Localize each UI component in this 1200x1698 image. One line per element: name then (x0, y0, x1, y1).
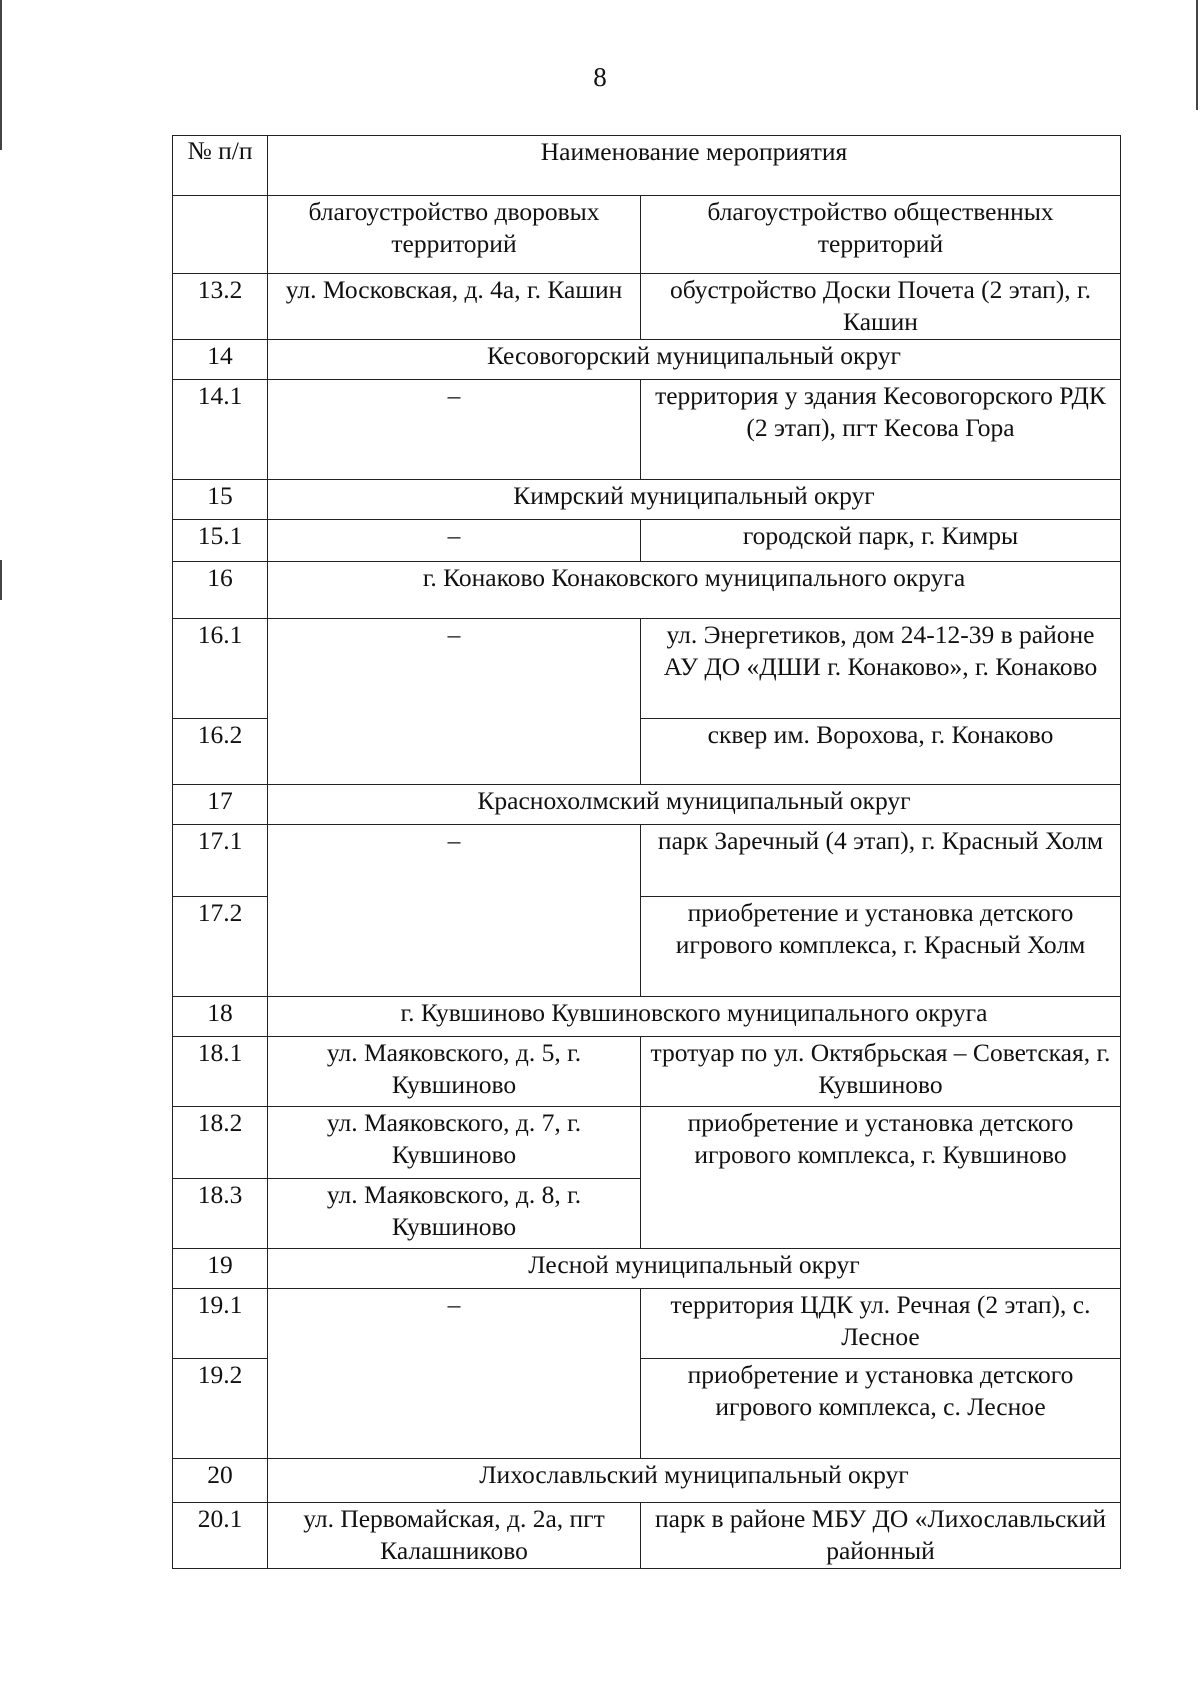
public-territory-cell: территория ЦДК ул. Речная (2 этап), с. Лесное (641, 1289, 1121, 1359)
public-territory-cell: сквер им. Ворохова, г. Конаково (641, 719, 1121, 785)
table-row (173, 619, 1121, 719)
group-number: 20 (173, 1459, 268, 1503)
group-name: г. Кувшиново Кувшиновского муниципального округа (268, 997, 1121, 1037)
group-row (173, 340, 1121, 380)
row-number: 19.1 (173, 1289, 268, 1359)
row-number: 18.2 (173, 1107, 268, 1179)
yard-territory-cell: – (268, 1289, 641, 1459)
yard-territory-cell: ул. Первомайская, д. 2а, пгт Калашниково (268, 1503, 641, 1569)
group-row (173, 997, 1121, 1037)
table-row (173, 1503, 1121, 1569)
group-row (173, 1459, 1121, 1503)
header-public-column: благоустройство общественных территорий (641, 196, 1121, 274)
yard-territory-cell: – (268, 825, 641, 997)
group-row (173, 562, 1121, 619)
table-row (173, 1107, 1121, 1179)
public-territory-cell: приобретение и установка детского игрового комплекса, г. Кувшиново (641, 1107, 1121, 1249)
group-number: 19 (173, 1249, 268, 1289)
public-territory-cell: территория у здания Кесовогорского РДК (2 этап), пгт Кесова Гора (641, 380, 1121, 480)
row-number: 16.1 (173, 619, 268, 719)
row-number: 17.1 (173, 825, 268, 897)
page-number: 8 (593, 62, 607, 92)
group-number: 15 (173, 480, 268, 520)
row-number: 19.2 (173, 1359, 268, 1459)
row-number: 16.2 (173, 719, 268, 785)
group-name: г. Конаково Конаковского муниципального округа (268, 562, 1121, 619)
table-row (173, 520, 1121, 562)
row-number: 20.1 (173, 1503, 268, 1569)
header-yard-column: благоустройство дворовых территорий (268, 196, 641, 274)
group-row (173, 480, 1121, 520)
group-name: Лесной муниципальный округ (268, 1249, 1121, 1289)
subheader-empty-cell (173, 196, 268, 274)
row-number: 18.3 (173, 1179, 268, 1249)
public-territory-cell: парк Заречный (4 этап), г. Красный Холм (641, 825, 1121, 897)
group-name: Лихославльский муниципальный округ (268, 1459, 1121, 1503)
public-territory-cell: парк в районе МБУ ДО «Лихославльский районный (641, 1503, 1121, 1569)
yard-territory-cell: ул. Московская, д. 4а, г. Кашин (268, 274, 641, 340)
table-row (173, 825, 1121, 897)
table-row (173, 1289, 1121, 1359)
table-header-row (173, 136, 1121, 196)
public-territory-cell: приобретение и установка детского игрового комплекса, г. Красный Холм (641, 897, 1121, 997)
group-name: Кесовогорский муниципальный округ (268, 340, 1121, 380)
header-num-cell: № п/п (173, 136, 268, 196)
public-territory-cell: обустройство Доски Почета (2 этап), г. Кашин (641, 274, 1121, 340)
yard-territory-cell: ул. Маяковского, д. 5, г. Кувшиново (268, 1037, 641, 1107)
row-number: 14.1 (173, 380, 268, 480)
yard-territory-cell: – (268, 619, 641, 785)
group-row (173, 1249, 1121, 1289)
yard-territory-cell: – (268, 380, 641, 480)
header-title-cell: Наименование мероприятия (268, 136, 1121, 196)
public-territory-cell: приобретение и установка детского игрового комплекса, с. Лесное (641, 1359, 1121, 1459)
row-number: 17.2 (173, 897, 268, 997)
activities-table (172, 135, 1121, 1569)
row-number: 13.2 (173, 274, 268, 340)
yard-territory-cell: – (268, 520, 641, 562)
table-row (173, 1037, 1121, 1107)
group-number: 14 (173, 340, 268, 380)
group-name: Кимрский муниципальный округ (268, 480, 1121, 520)
public-territory-cell: ул. Энергетиков, дом 24-12-39 в районе АУ ДО «ДШИ г. Конаково», г. Конаково (641, 619, 1121, 719)
public-territory-cell: городской парк, г. Кимры (641, 520, 1121, 562)
scan-edge-mark (0, 560, 2, 600)
group-row (173, 785, 1121, 825)
group-name: Краснохолмский муниципальный округ (268, 785, 1121, 825)
group-number: 17 (173, 785, 268, 825)
row-number: 18.1 (173, 1037, 268, 1107)
group-number: 16 (173, 562, 268, 619)
group-number: 18 (173, 997, 268, 1037)
table-row (173, 274, 1121, 340)
row-number: 15.1 (173, 520, 268, 562)
table-row (173, 380, 1121, 480)
scan-edge-mark (1196, 0, 1198, 110)
yard-territory-cell: ул. Маяковского, д. 8, г. Кувшиново (268, 1179, 641, 1249)
table-subheader-row (173, 196, 1121, 274)
yard-territory-cell: ул. Маяковского, д. 7, г. Кувшиново (268, 1107, 641, 1179)
public-territory-cell: тротуар по ул. Октябрьская – Советская, г. Кувшиново (641, 1037, 1121, 1107)
